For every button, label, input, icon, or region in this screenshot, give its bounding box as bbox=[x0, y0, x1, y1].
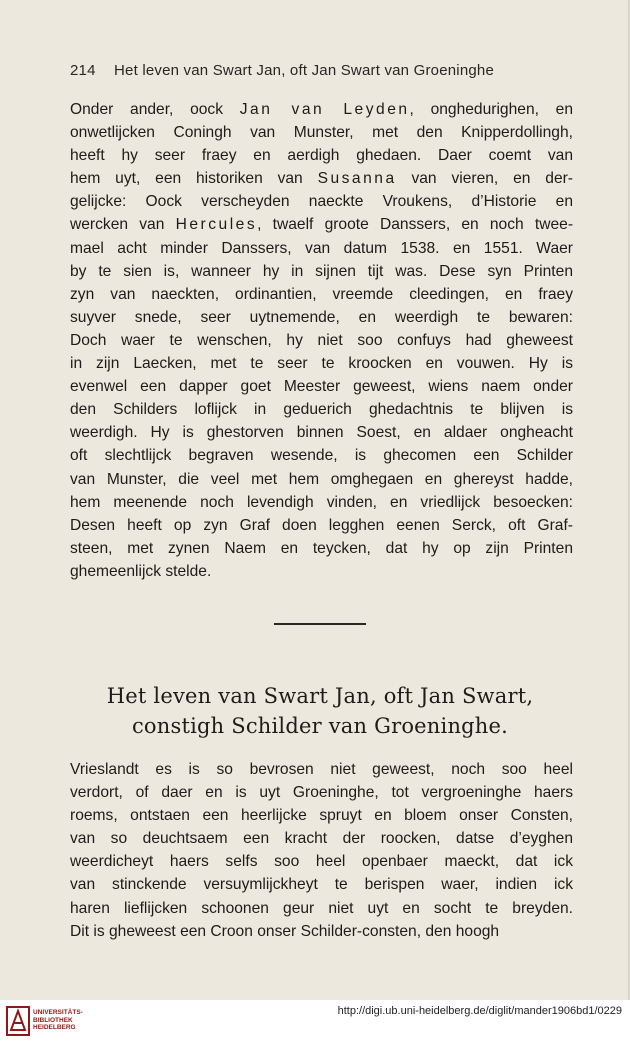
spaced-name: Hercules bbox=[175, 216, 258, 234]
spaced-name: Susanna bbox=[317, 170, 397, 188]
logo-line: HEIDELBERG bbox=[33, 1024, 76, 1031]
text-segment: zyn van naeckten, ordinantien, vreemde cleedingen, en fraey bbox=[70, 285, 573, 303]
text-line bbox=[70, 375, 573, 398]
text-line bbox=[70, 468, 573, 491]
text-segment: onwetlijcken Coningh van Munster, met den Knipperdollingh, bbox=[70, 124, 573, 142]
spaced-name: Jan van Leyden bbox=[239, 101, 410, 118]
text-line bbox=[70, 920, 573, 943]
text-line bbox=[70, 98, 573, 121]
text-line bbox=[70, 421, 573, 444]
text-segment: , onghedurighen, en bbox=[409, 101, 573, 118]
section-divider bbox=[274, 623, 366, 625]
text-line bbox=[70, 873, 573, 896]
text-segment: suyver snede, seer uytnemende, en weerdigh te bewaren: bbox=[70, 308, 573, 326]
text-line bbox=[70, 190, 573, 213]
text-segment: heeft hy seer fraey en aerdigh ghedaen. Daer coemt van bbox=[70, 147, 573, 165]
text-line bbox=[70, 329, 573, 352]
text-line bbox=[70, 398, 573, 421]
text-segment: gelijcke: Oock verscheyden naeckte Vroukens, d’Historie en bbox=[70, 193, 573, 211]
text-line bbox=[70, 850, 573, 873]
text-segment: evenwel een dapper goet Meester geweest, wiens naem onder bbox=[70, 378, 573, 396]
text-line bbox=[70, 491, 573, 514]
logo-line: BIBLIOTHEK bbox=[33, 1016, 73, 1024]
text-segment: Desen heeft op zyn Graf doen legghen eenen Serck, oft Graf- bbox=[70, 516, 573, 534]
footer-bar bbox=[0, 1000, 630, 1041]
paragraph-1 bbox=[70, 98, 573, 583]
text-line bbox=[70, 758, 573, 781]
text-line bbox=[70, 897, 573, 920]
text-line bbox=[70, 352, 573, 375]
text-segment: van Munster, die veel met hem omghegaen en ghereyst hadde, bbox=[70, 470, 573, 488]
text-segment: steen, met zynen Naem en teycken, dat hy op zijn Printen bbox=[70, 539, 573, 557]
text-segment: Onder ander, oock bbox=[70, 101, 240, 118]
text-line bbox=[70, 444, 573, 467]
text-segment: ghemeenlijck stelde. bbox=[70, 562, 212, 580]
text-line bbox=[70, 121, 573, 144]
text-line bbox=[70, 213, 573, 236]
text-line bbox=[70, 283, 573, 306]
text-segment: by te sien is, wanneer hy in sijnen tijt was. Dese syn Printen bbox=[70, 262, 573, 280]
text-line bbox=[70, 514, 573, 537]
text-line bbox=[70, 827, 573, 850]
text-segment: wercken van bbox=[70, 216, 176, 234]
text-segment: Dit is gheweest een Croon onser Schilder-consten, den hoogh bbox=[70, 922, 500, 940]
running-head bbox=[70, 62, 570, 79]
text-segment: Vrieslandt es is so bevrosen niet geweest, noch soo heel bbox=[70, 761, 573, 778]
text-segment: van stinckende versuymlijckheyt te berispen waer, indien ick bbox=[70, 876, 573, 894]
text-segment: hem meenende noch levendigh vinden, en vriedlijck besoecken: bbox=[70, 493, 573, 511]
logo-line: UNIVERSITÄTS- bbox=[33, 1009, 83, 1016]
text-segment: mael acht minder Danssers, van datum 1538. en 1551. Waer bbox=[70, 239, 573, 257]
text-segment: , twaelf groote Danssers, en noch twee- bbox=[257, 216, 574, 234]
text-line bbox=[70, 537, 573, 560]
text-segment: van vieren, en der- bbox=[396, 170, 573, 188]
section-heading-line-2: constigh Schilder van Groeninghe. bbox=[131, 714, 509, 738]
text-segment: verdort, of daer en is uyt Groeninghe, tot vergroeninghe haers bbox=[70, 784, 573, 802]
logo-text bbox=[33, 1009, 83, 1032]
page-number: 214 bbox=[70, 62, 96, 79]
text-line bbox=[70, 560, 573, 583]
paragraph-2 bbox=[70, 758, 573, 943]
text-segment: in zijn Laecken, met te seer te kroocken en vouwen. Hy is bbox=[70, 355, 573, 373]
text-segment: haren lieflijcken schoonen geur niet uyt en socht te breyden. bbox=[70, 899, 573, 917]
text-segment: weerdicheyt haers selfs soo heel openbaer maeckt, dat ick bbox=[70, 853, 573, 871]
text-segment: van so deuchtsaem een kracht der roocken, datse d’eyghen bbox=[70, 830, 573, 848]
text-line bbox=[70, 804, 573, 827]
text-segment: oft slechtlijck begraven wesende, is ghecomen een Schilder bbox=[70, 447, 573, 465]
text-line bbox=[70, 306, 573, 329]
text-line bbox=[70, 167, 573, 190]
text-segment: weerdigh. Hy is ghestorven binnen Soest, en aldaer ongheacht bbox=[70, 424, 573, 442]
text-line bbox=[70, 781, 573, 804]
section-heading-line-1: Het leven van Swart Jan, oft Jan Swart, bbox=[106, 684, 534, 708]
text-line bbox=[70, 237, 573, 260]
text-segment: Doch waer te wenschen, hy niet soo confuys had gheweest bbox=[70, 331, 573, 349]
text-segment: hem uyt, een historiken van bbox=[70, 170, 318, 188]
text-segment: den Schilders loflijck in geduerich ghedachtnis te blijven is bbox=[70, 401, 573, 419]
university-library-logo-icon bbox=[6, 1006, 30, 1036]
text-line bbox=[70, 260, 573, 283]
running-head-title: Het leven van Swart Jan, oft Jan Swart van Groeninghe bbox=[114, 62, 494, 79]
source-url-link[interactable]: http://digi.ub.uni-heidelberg.de/diglit/mander1906bd1/0229 bbox=[337, 1005, 622, 1017]
text-segment: roems, ontstaen een heerlijcke spruyt en bloem onser Consten, bbox=[70, 807, 573, 825]
text-line bbox=[70, 144, 573, 167]
